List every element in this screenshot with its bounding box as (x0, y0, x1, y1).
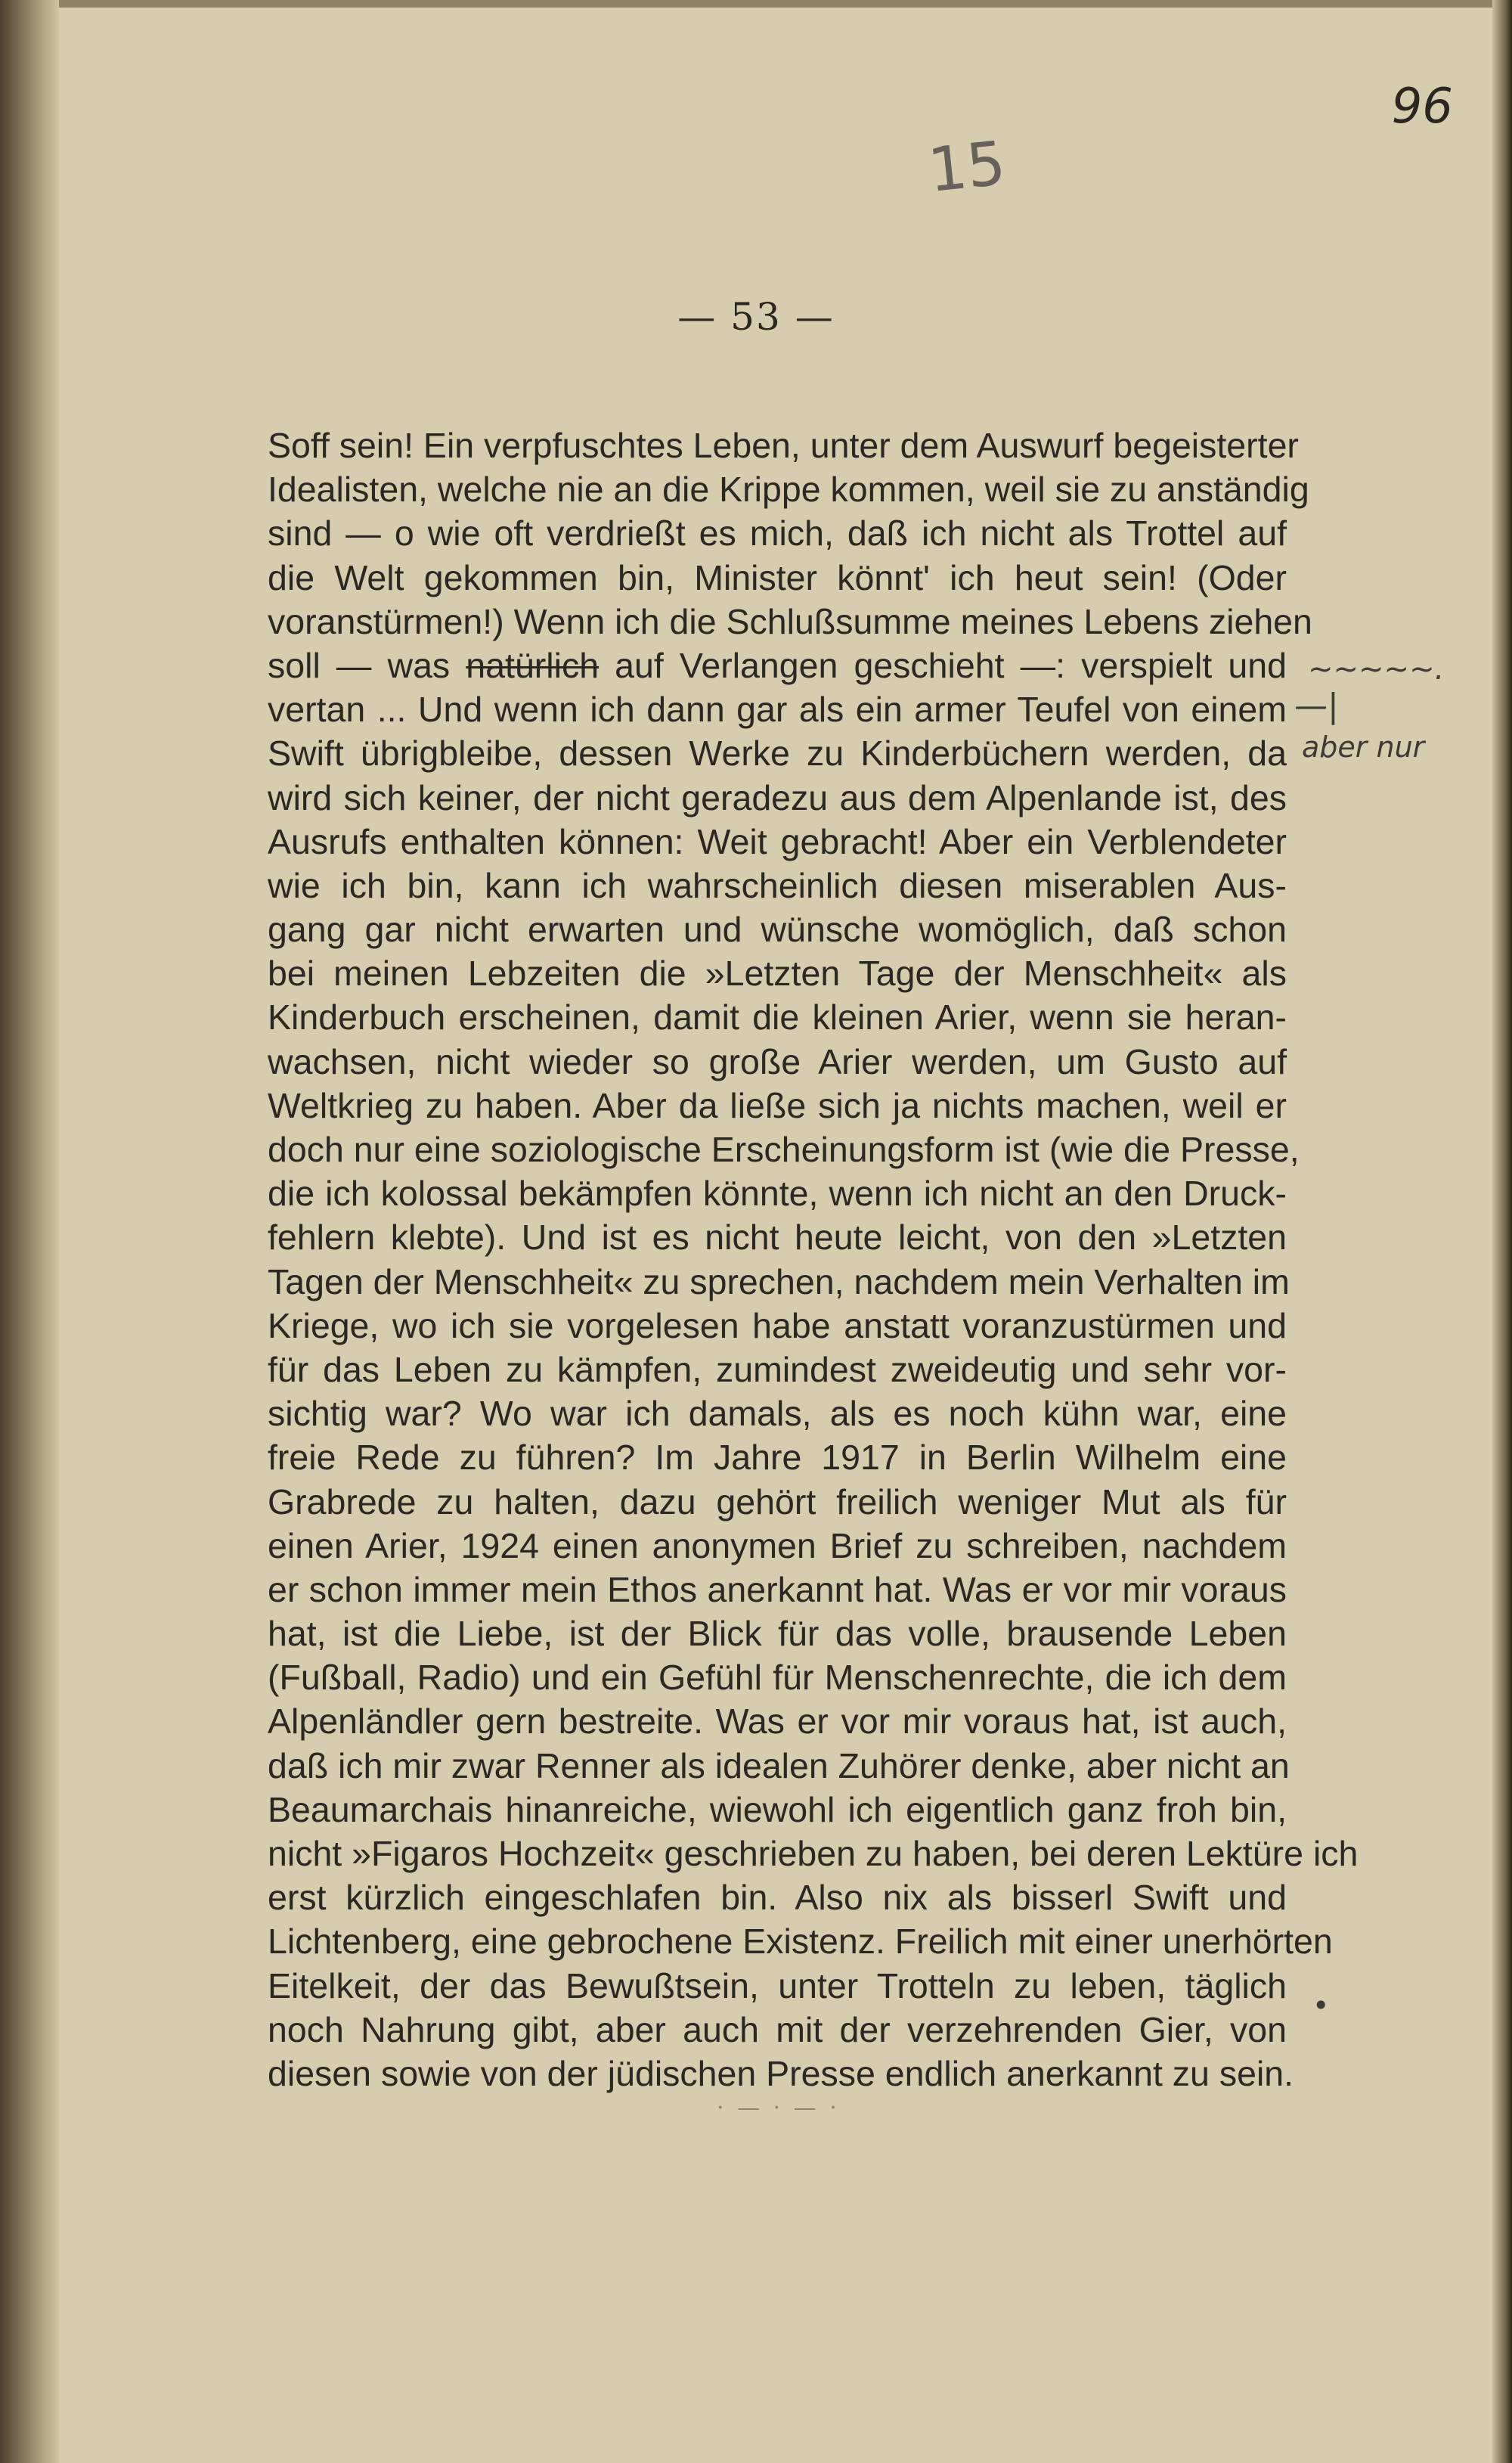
text-line-9: wird sich keiner, der nicht geradezu aus dem Alpenlande ist, des (268, 777, 1287, 817)
text-line-1: Soff sein! Ein verpfuschtes Leben, unter dem Auswurf begeisterter (268, 426, 1299, 465)
text-line-29: (Fußball, Radio) und ein Gefühl für Menschenrechte, die ich dem (268, 1658, 1287, 1698)
pencil-mark: 15 (925, 127, 1009, 206)
handwritten-archive-number: 96 (1391, 79, 1453, 135)
text-line-21: Kriege, wo ich sie vorgelesen habe anstatt voranzustürmen und (268, 1305, 1287, 1345)
text-line-4: die Welt gekommen bin, Minister könnt' ich heut sein! (Oder (268, 557, 1287, 597)
text-line-8: Swift übrigbleibe, dessen Werke zu Kinderbüchern werden, da (268, 734, 1287, 774)
margin-note-dot: • (1312, 1989, 1330, 2022)
text-line-11: wie ich bin, kann ich wahrscheinlich diesen miserablen Aus- (268, 865, 1287, 905)
end-ornament: · — · — · (717, 2095, 840, 2121)
text-line-6-rest: auf Verlangen geschieht —: verspielt und (599, 645, 1287, 685)
text-line-26: einen Arier, 1924 einen anonymen Brief zu schreiben, nachdem (268, 1525, 1287, 1565)
margin-note-handwriting: aber nur (1302, 731, 1425, 764)
margin-note-squiggle: ~~~~~. (1308, 652, 1445, 687)
text-line-5: voranstürmen!) Wenn ich die Schlußsumme meines Lebens ziehen (268, 601, 1312, 641)
text-line-17: doch nur eine soziologische Erscheinungsform ist (wie die Presse, (268, 1130, 1300, 1169)
text-line-30: Alpenländler gern bestreite. Was er vor mir voraus hat, ist auch, (268, 1701, 1287, 1742)
text-line-12: gang gar nicht erwarten und wünsche womöglich, daß schon (268, 910, 1287, 950)
text-line-10: Ausrufs enthalten können: Weit gebracht! Aber ein Verblendeter (268, 821, 1287, 861)
text-line-27: er schon immer mein Ethos anerkannt hat. Was er vor mir voraus (268, 1569, 1287, 1609)
text-line-7: vertan ... Und wenn ich dann gar als ein armer Teufel von einem (268, 690, 1287, 730)
struck-word: natürlich (466, 645, 600, 685)
text-line-32: Beaumarchais hinanreiche, wiewohl ich eigentlich ganz froh bin, (268, 1789, 1287, 1829)
text-line-16: Weltkrieg zu haben. Aber da ließe sich ja nichts machen, weil er (268, 1085, 1287, 1125)
text-line-22: für das Leben zu kämpfen, zumindest zweideutig und sehr vor- (268, 1349, 1287, 1389)
text-line-23: sichtig war? Wo war ich damals, als es noch kühn war, eine (268, 1394, 1287, 1434)
text-line-37: noch Nahrung gibt, aber auch mit der verzehrenden Gier, von (268, 2009, 1287, 2049)
text-line-3: sind — o wie oft verdrießt es mich, daß ich nicht als Trottel auf (268, 513, 1287, 554)
text-line-20: Tagen der Menschheit« zu sprechen, nachdem mein Verhalten im (268, 1261, 1290, 1301)
text-line-36: Eitelkeit, der das Bewußtsein, unter Trotteln zu leben, täglich (268, 1965, 1287, 2005)
text-line-14: Kinderbuch erscheinen, damit die kleinen Arier, wenn sie heran- (268, 997, 1287, 1038)
text-line-2: Idealisten, welche nie an die Krippe kommen, weil sie zu anständig (268, 470, 1309, 510)
text-line-38: diesen sowie von der jüdischen Presse endlich anerkannt zu sein. (268, 2053, 1294, 2093)
page-top-edge (0, 0, 1512, 8)
text-line-28: hat, ist die Liebe, ist der Blick für das volle, brausende Leben (268, 1614, 1287, 1654)
text-line-15: wachsen, nicht wieder so große Arier werden, um Gusto auf (268, 1041, 1287, 1081)
text-line-25: Grabrede zu halten, dazu gehört freilich weniger Mut als für (268, 1481, 1287, 1522)
text-line-24: freie Rede zu führen? Im Jahre 1917 in Berlin Wilhelm eine (268, 1438, 1287, 1478)
text-line-6-start: soll — was (268, 645, 466, 685)
text-line-33: nicht »Figaros Hochzeit« geschrieben zu haben, bei deren Lektüre ich (268, 1834, 1359, 1873)
text-line-6 (268, 644, 1287, 687)
text-line-13: bei meinen Lebzeiten die »Letzten Tage der Menschheit« als (268, 954, 1287, 994)
text-line-35: Lichtenberg, eine gebrochene Existenz. Freilich mit einer unerhörten (268, 1922, 1333, 1962)
margin-note-mark: —| (1294, 687, 1339, 725)
page-right-edge (1492, 0, 1512, 2463)
text-line-18: die ich kolossal bekämpfen könnte, wenn ich nicht an den Druck- (268, 1174, 1287, 1214)
text-line-19: fehlern klebte). Und ist es nicht heute leicht, von den »Letzten (268, 1218, 1287, 1258)
body-text (268, 423, 1359, 2095)
text-line-31: daß ich mir zwar Renner als idealen Zuhörer denke, aber nicht an (268, 1745, 1290, 1785)
binding-gutter (0, 0, 59, 2463)
text-line-34: erst kürzlich eingeschlafen bin. Also nix als bisserl Swift und (268, 1878, 1287, 1918)
page-number: — 53 — (677, 295, 835, 339)
